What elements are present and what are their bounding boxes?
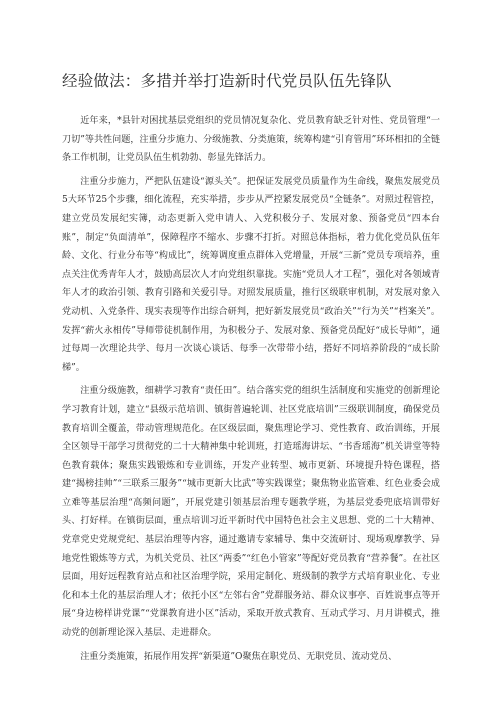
paragraph-classified-policy: 注重分类施策，拓展作用发挥“新渠道”O聚焦在职党员、无职党员、流动党员、 (80, 651, 398, 662)
paragraph-intro: 近年来，*县针对困扰基层党组织的党员情况复杂化、党员教育缺乏针对性、党员管理“一刀切”等共性问题，注重分步施力、分级施教、分类施策，统筹构建“引育管用”环环相扣的全链条工作机制，让党员队伍生机勃勃、彰显先锋活力。 (62, 116, 440, 164)
paragraph-step-by-step: 注重分步施力，严把队伍建设“源头关”。把保证发展党员质量作为生命线，聚焦发展党员5大环节25个步骤，细化流程，充实举措，步步从严控紧发展党员“全链条”。对照过程管控，建立党员发展纪实簿，动态更新入党申请人、入党积极分子、发展对象、预备党员“四本台账”，制定“负面清单”，保障程序不缩水、步骤不打折。对照总体指标，着力优化党员队伍年龄、文化、行业分布等“构成比”，统筹调度重点群体入党增量，开展“三新”党员专项培养，重点关注优秀青年人才，鼓励高层次人才向党组织靠拢。实施“党员人才工程”，强化对各领域青年人才的政治引领、教育引路和关爱引导。对照发展质量，推行区级联审机制，对发展对象入党动机、入党条件、现实表现等作出综合研判，把好新发展党员“政治关”“行为关”“档案关”。发挥“薪火永相传”导师带徒机制作用，为积极分子、发展对象、预备党员配好“成长导师”，通过每周一次理论共学、每月一次谈心谈话、每季一次带带小结，搭好不同培养阶段的“成长阶梯”。 (62, 176, 440, 373)
document-title: 经验做法：多措并举打造新时代党员队伍先锋队 (62, 72, 392, 90)
paragraph-tiered-education: 注重分级施教，细耕学习教育“责任田”。结合落实党的组织生活制度和实施党的创新理论学习教育计划，建立“县级示范培训、镇街普遍轮训、社区党底培训”三级联训制度，确保党员教育培训全覆盖，带动管理规范化。在区级层面，聚焦理论学习、党性教育、政治训练，开展全区领导干部学习贯彻党的二十大精神集中轮训班，打造瑶海讲坛、“书香瑶海”机关讲堂等特色教育载体；聚焦实践锻炼和专业训练，开发产业转型、城市更新、环境提升特色课程，搭建“揭榜挂帅”“三联系三服务”“城市更新大比武”等实践课堂；聚焦物业监管难、红色业委会成立难等基层治理“高频问题”，开展党建引领基层治理专题教学班，为基层党委兜底培训带好头、打好样。在镇街层面，重点培训习近平新时代中国特色社会主义思想、党的二十大精神、党章党史党规党纪、基层治理等内容，通过邀请专家辅导、集中交流研讨、现场观摩教学、异地党性锻炼等方式，为机关党员、社区“两委”“红色小管家”等配好党员教育“营养餐”。在社区层面，用好远程教育站点和社区治理学院，采用定制化、班级制的教学方式培育职业化、专业化和本土化的基层治理人才；依托小区“左邻右舍”党群服务站、群众议事亭、百姓说事点等开展“身边榜样讲党课”“党课教育进小区”活动，采取开放式教育、互动式学习、月月讲模式，推动党的创新理论深入基层、走进群众。 (62, 386, 440, 639)
